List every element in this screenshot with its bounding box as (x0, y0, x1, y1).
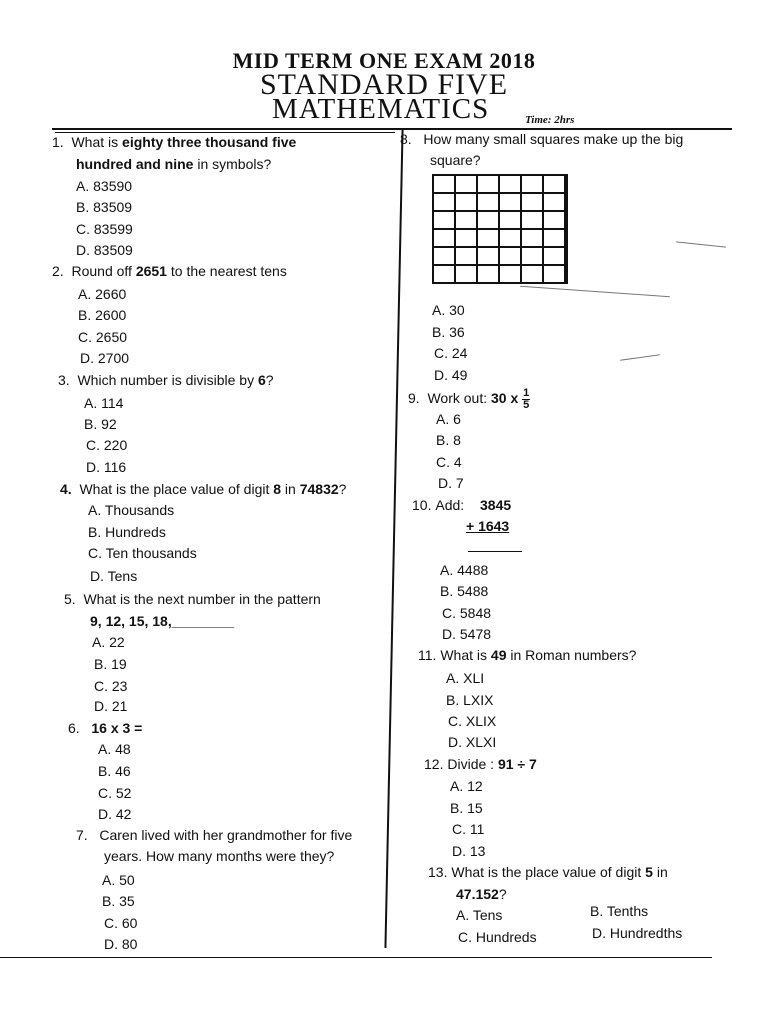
addend-1: 3845 (480, 497, 512, 513)
option: A. 50 (102, 872, 135, 888)
option: C. 23 (94, 678, 128, 694)
question-13-line-2: 47.152? (456, 886, 507, 902)
question-9: 9. Work out: 30 x $\frac{1}{5}$ (408, 387, 530, 411)
option: C. 83599 (76, 221, 133, 237)
option: A. 4488 (440, 562, 489, 578)
option: C. 11 (452, 821, 485, 837)
option: B. 8 (436, 432, 461, 448)
option: A. XLI (446, 670, 485, 686)
option: C. Ten thousands (88, 545, 197, 561)
question-4: 4. What is the place value of digit 8 in 74832? (60, 481, 347, 497)
question-1-line-2: hundred and nine in symbols? (76, 156, 272, 172)
option: D. 83509 (76, 242, 133, 258)
option: A. 30 (432, 302, 465, 318)
option: A. Thousands (88, 502, 175, 518)
option: D. Hundredths (592, 925, 683, 941)
squares-grid (432, 174, 568, 284)
option: C. 5848 (442, 605, 492, 621)
option: B. 5488 (440, 583, 489, 599)
question-1: 1. What is eighty three thousand five (52, 134, 297, 150)
option: C. 4 (436, 454, 462, 470)
option: B. 19 (94, 656, 127, 672)
option: B. 2600 (78, 307, 127, 323)
option: A. Tens (456, 907, 503, 923)
option: D. 21 (94, 698, 128, 714)
addend-2: + 1643 (466, 518, 510, 534)
option: B. 46 (98, 763, 131, 779)
question-8: 8. How many small squares make up the big (400, 131, 684, 147)
option: C. 220 (86, 437, 128, 453)
class-title: STANDARD FIVE (259, 68, 509, 101)
option: C. 2650 (78, 329, 128, 345)
option: A. 114 (84, 395, 124, 411)
option: D. 49 (434, 367, 468, 383)
option: B. 36 (432, 324, 465, 340)
option: B. 83509 (76, 199, 133, 215)
scan-mark (620, 354, 660, 361)
question-2: 2. Round off 2651 to the nearest tens (52, 263, 287, 279)
option: B. 35 (102, 893, 135, 909)
option: D. 7 (438, 475, 464, 491)
answer-line (468, 551, 522, 552)
option: B. 92 (84, 416, 117, 432)
option: B. 15 (450, 800, 483, 816)
option: A. 6 (436, 411, 461, 427)
option: B. Hundreds (88, 524, 166, 540)
question-8-line-2: square? (430, 152, 481, 168)
scan-mark (676, 241, 726, 247)
option: D. 42 (98, 806, 132, 822)
option: C. XLIX (448, 713, 497, 729)
option: D. XLXI (448, 734, 497, 750)
question-11: 11. What is 49 in Roman numbers? (418, 647, 637, 663)
column-divider (384, 130, 403, 948)
option: D. 80 (104, 936, 138, 952)
question-10: 10. Add: (412, 497, 465, 513)
question-5: 5. What is the next number in the pattern (64, 591, 321, 607)
number-pattern: 9, 12, 15, 18,________ (90, 613, 235, 629)
fraction: $\frac{1}{5}$ (523, 387, 530, 411)
question-7: 7. Caren lived with her grandmother for five (76, 827, 353, 843)
option: D. 13 (452, 843, 486, 859)
option: A. 12 (450, 778, 483, 794)
question-7-line-2: years. How many months were they? (104, 848, 335, 864)
time-label: Time: 2hrs (525, 114, 575, 126)
option: D. 116 (86, 459, 127, 475)
option: A. 22 (92, 634, 125, 650)
question-12: 12. Divide : 91 ÷ 7 (424, 756, 537, 772)
option: C. 60 (104, 915, 138, 931)
header-rule (52, 128, 732, 130)
option: A. 48 (98, 741, 131, 757)
option: D. Tens (90, 568, 138, 584)
option: A. 2660 (78, 286, 127, 302)
exam-title: MID TERM ONE EXAM 2018 (232, 48, 536, 73)
option: C. 52 (98, 785, 132, 801)
header-rule-thin (55, 132, 395, 133)
subject-title: MATHEMATICS (272, 93, 490, 125)
option: B. Tenths (590, 903, 649, 919)
option: C. 24 (434, 345, 468, 361)
question-3: 3. Which number is divisible by 6? (58, 372, 274, 388)
option: A. 83590 (76, 178, 133, 194)
option: B. LXIX (446, 692, 494, 708)
option: D. 5478 (442, 626, 492, 642)
question-13: 13. What is the place value of digit 5 in (428, 864, 668, 880)
footer-rule (0, 957, 712, 958)
scan-mark (520, 286, 670, 297)
option: D. 2700 (80, 350, 130, 366)
question-6: 6. 16 x 3 = (68, 720, 143, 736)
option: C. Hundreds (458, 929, 537, 945)
